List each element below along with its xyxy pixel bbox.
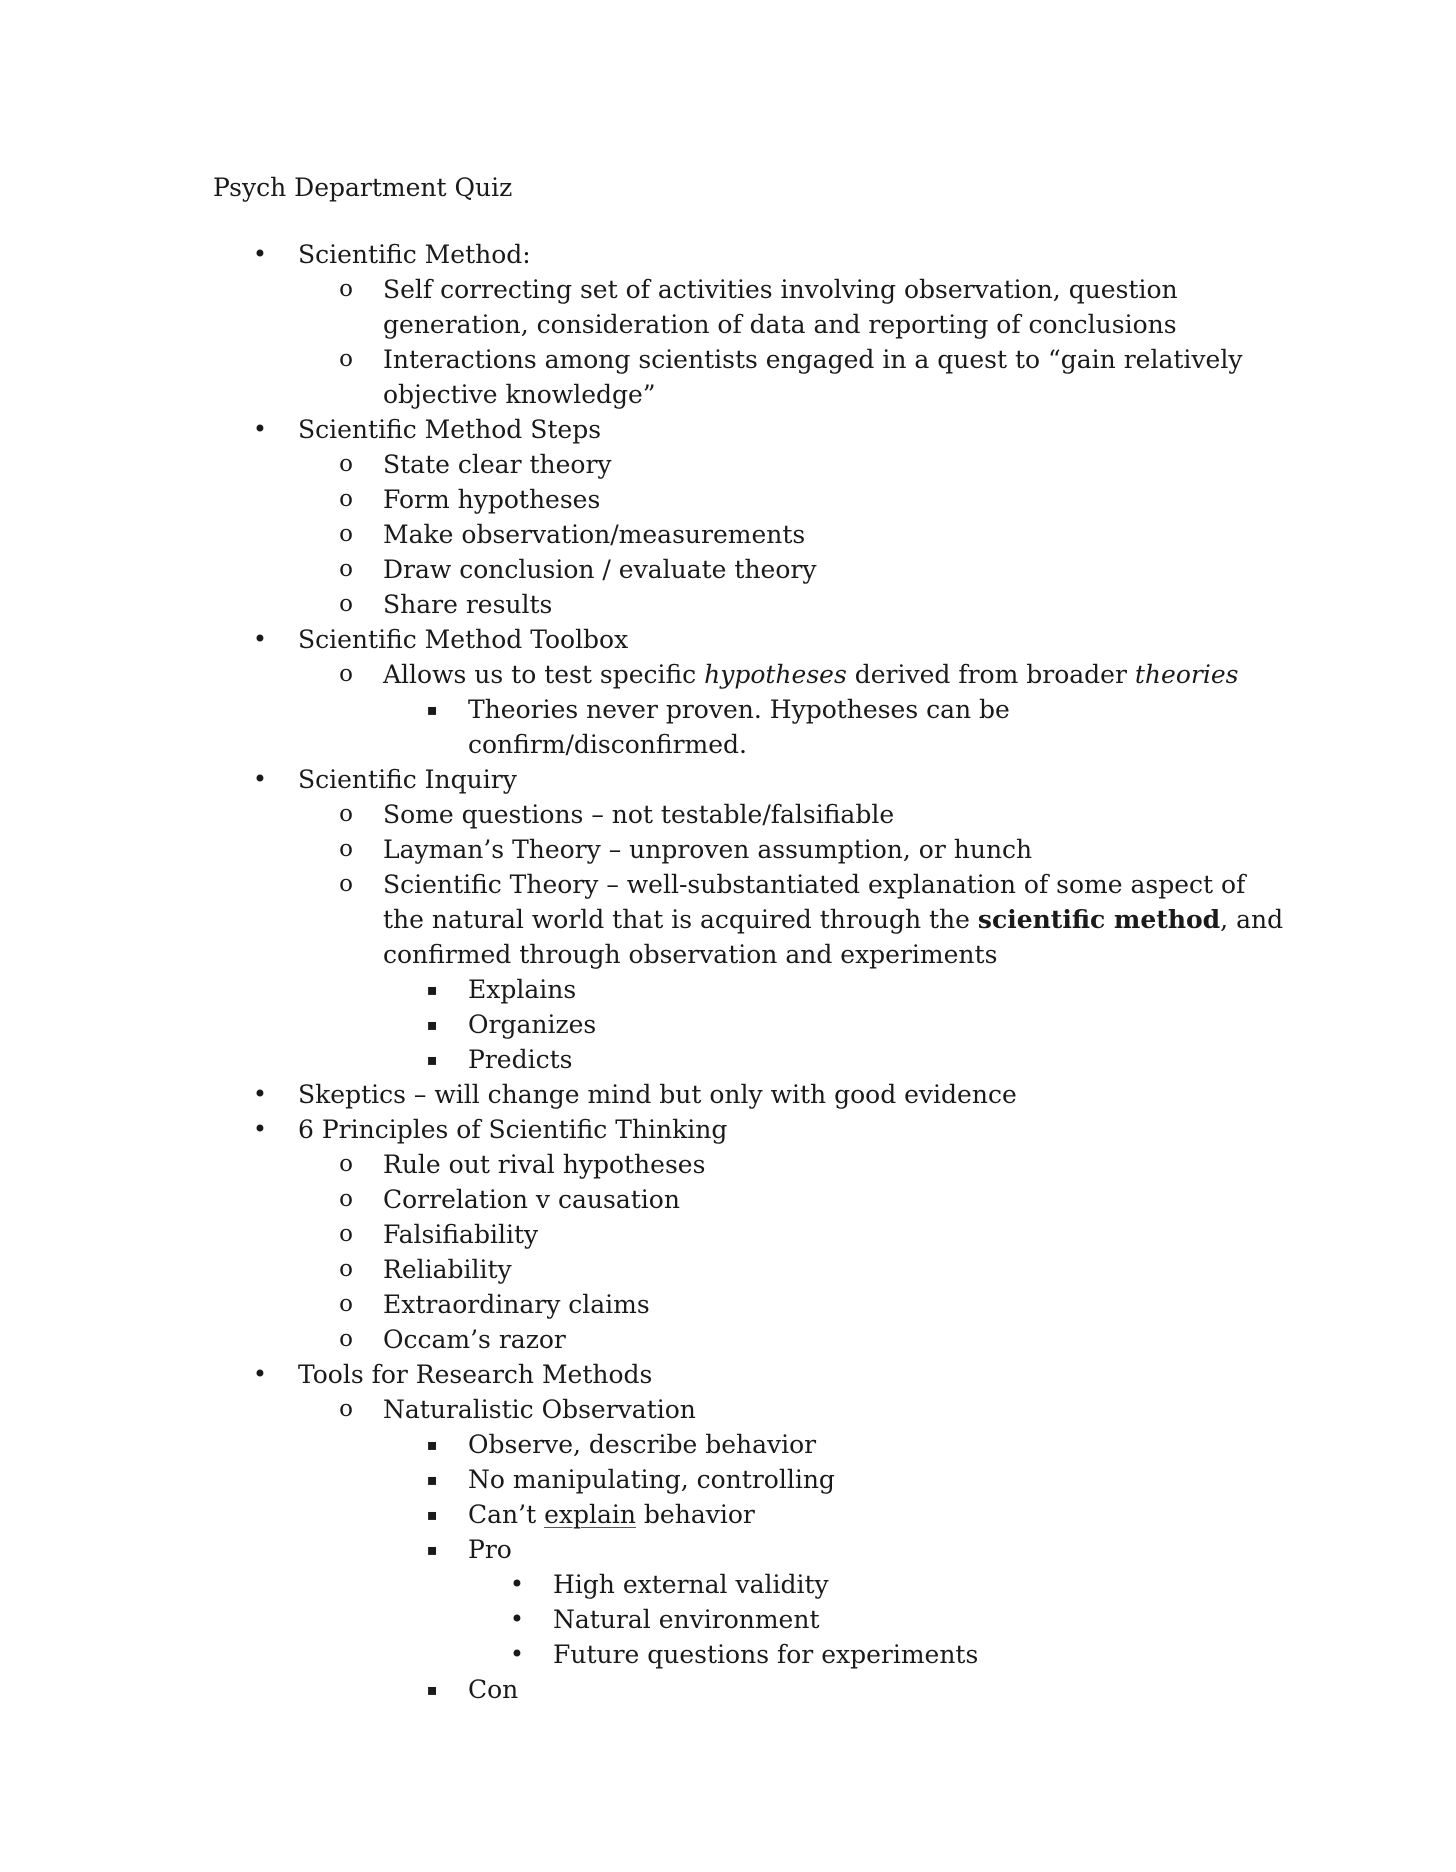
- list-item: [0, 1427, 1456, 1462]
- bullet-marker: [248, 1112, 272, 1147]
- bullet-marker: [248, 622, 272, 657]
- list-item: [0, 517, 1456, 552]
- italic-term: hypotheses: [704, 660, 847, 689]
- list-item-text: Layman’s Theory – unproven assumption, or hunch: [383, 835, 1033, 864]
- bold-term: scientific method: [977, 905, 1221, 934]
- list-item-text: Natural environment: [553, 1605, 820, 1634]
- text-run: Can’t: [468, 1500, 545, 1529]
- list-item: [0, 1322, 1456, 1357]
- list-item-text: Scientific Theory – well-substantiated explanation of some aspect of: [383, 870, 1246, 899]
- square-marker: [420, 1462, 444, 1497]
- text-run: , and: [1220, 905, 1284, 934]
- list-item-text: Tools for Research Methods: [298, 1360, 653, 1389]
- list-item-text: Reliability: [383, 1255, 512, 1284]
- bullet-marker: [248, 237, 272, 272]
- circle-marker: [334, 1182, 358, 1217]
- list-item-text: Future questions for experiments: [553, 1640, 979, 1669]
- list-item: [0, 1147, 1456, 1182]
- list-item-text: Scientific Inquiry: [298, 765, 517, 794]
- list-item-text: confirmed through observation and experiments: [383, 940, 998, 969]
- text-run: behavior: [635, 1500, 755, 1529]
- bullet-marker: [248, 412, 272, 447]
- list-item-text: generation, consideration of data and reporting of conclusions: [383, 310, 1177, 339]
- circle-marker: [334, 1322, 358, 1357]
- square-marker: [420, 1497, 444, 1532]
- list-item: [0, 1287, 1456, 1322]
- square-marker: [420, 1672, 444, 1707]
- circle-marker: [334, 1217, 358, 1252]
- list-item-text: [383, 902, 1456, 937]
- list-item-text: Predicts: [468, 1045, 573, 1074]
- list-item: [0, 1042, 1456, 1077]
- list-item-text: Share results: [383, 590, 553, 619]
- list-item-text: [468, 1497, 1456, 1532]
- list-item-text: Make observation/measurements: [383, 520, 806, 549]
- list-item: [0, 1217, 1456, 1252]
- list-item-text: Draw conclusion / evaluate theory: [383, 555, 817, 584]
- list-item: [0, 342, 1456, 377]
- list-item-text: Occam’s razor: [383, 1325, 566, 1354]
- list-item-text: Pro: [468, 1535, 512, 1564]
- circle-marker: [334, 482, 358, 517]
- bullet-marker: [248, 762, 272, 797]
- list-item: [0, 552, 1456, 587]
- square-marker: [420, 1042, 444, 1077]
- list-item: [0, 1567, 1456, 1602]
- list-item: [0, 1182, 1456, 1217]
- list-item-text: Form hypotheses: [383, 485, 601, 514]
- list-item-text: Explains: [468, 975, 577, 1004]
- list-item-text: Extraordinary claims: [383, 1290, 650, 1319]
- list-item-text: Scientific Method Toolbox: [298, 625, 629, 654]
- circle-marker: [334, 1252, 358, 1287]
- bullet-marker: [248, 1077, 272, 1112]
- list-item-text: No manipulating, controlling: [468, 1465, 835, 1494]
- list-item: [0, 1077, 1456, 1112]
- square-marker: [420, 972, 444, 1007]
- circle-marker: [334, 797, 358, 832]
- list-item-text: Interactions among scientists engaged in a quest to “gain relatively: [383, 345, 1243, 374]
- list-item-text: Theories never proven. Hypotheses can be: [468, 695, 1010, 724]
- list-item: [0, 412, 1456, 447]
- list-item-continuation: [0, 902, 1456, 937]
- list-item: [0, 622, 1456, 657]
- list-item-text: Organizes: [468, 1010, 597, 1039]
- bullet-marker: [505, 1567, 529, 1602]
- list-item: [0, 1672, 1456, 1707]
- list-item: [0, 237, 1456, 272]
- list-item-text: Naturalistic Observation: [383, 1395, 696, 1424]
- list-item: [0, 657, 1456, 692]
- list-item: [0, 762, 1456, 797]
- circle-marker: [334, 1392, 358, 1427]
- list-item-text: confirm/disconfirmed.: [468, 730, 747, 759]
- list-item: [0, 867, 1456, 902]
- list-item: [0, 1602, 1456, 1637]
- circle-marker: [334, 587, 358, 622]
- italic-term: theories: [1134, 660, 1239, 689]
- list-item: [0, 1462, 1456, 1497]
- circle-marker: [334, 1147, 358, 1182]
- square-marker: [420, 1532, 444, 1567]
- list-item-text: Scientific Method Steps: [298, 415, 602, 444]
- list-item: [0, 797, 1456, 832]
- list-item-continuation: [0, 727, 1456, 762]
- list-item: [0, 1357, 1456, 1392]
- circle-marker: [334, 657, 358, 692]
- list-item-text: High external validity: [553, 1570, 829, 1599]
- list-item: [0, 482, 1456, 517]
- list-item: [0, 1497, 1456, 1532]
- list-item: [0, 1112, 1456, 1147]
- circle-marker: [334, 517, 358, 552]
- list-item-continuation: [0, 937, 1456, 972]
- text-run: the natural world that is acquired through the: [383, 905, 978, 934]
- text-run: Allows us to test specific: [383, 660, 705, 689]
- circle-marker: [334, 342, 358, 377]
- list-item-text: Correlation v causation: [383, 1185, 680, 1214]
- list-item-continuation: [0, 377, 1456, 412]
- list-item-text: Scientific Method:: [298, 240, 531, 269]
- list-item-text: Rule out rival hypotheses: [383, 1150, 706, 1179]
- list-item: [0, 272, 1456, 307]
- bullet-marker: [248, 1357, 272, 1392]
- list-item: [0, 1637, 1456, 1672]
- square-marker: [420, 1427, 444, 1462]
- list-item-text: Observe, describe behavior: [468, 1430, 817, 1459]
- list-item: [0, 1252, 1456, 1287]
- circle-marker: [334, 1287, 358, 1322]
- bullet-marker: [505, 1602, 529, 1637]
- list-item-text: Skeptics – will change mind but only with good evidence: [298, 1080, 1017, 1109]
- list-item: [0, 1392, 1456, 1427]
- document-body: [0, 237, 1456, 1707]
- list-item-text: 6 Principles of Scientific Thinking: [298, 1115, 728, 1144]
- list-item: [0, 587, 1456, 622]
- list-item-text: Self correcting set of activities involving observation, question: [383, 275, 1178, 304]
- circle-marker: [334, 552, 358, 587]
- list-item-text: [383, 657, 1456, 692]
- list-item: [0, 972, 1456, 1007]
- square-marker: [420, 1007, 444, 1042]
- list-item-text: Some questions – not testable/falsifiable: [383, 800, 895, 829]
- text-run: derived from broader: [846, 660, 1135, 689]
- underlined-word: explain: [544, 1500, 636, 1529]
- circle-marker: [334, 867, 358, 902]
- list-item-continuation: [0, 307, 1456, 342]
- list-item-text: Con: [468, 1675, 519, 1704]
- list-item-text: Falsifiability: [383, 1220, 539, 1249]
- list-item: [0, 1532, 1456, 1567]
- circle-marker: [334, 272, 358, 307]
- list-item-text: objective knowledge”: [383, 380, 656, 409]
- square-marker: [420, 692, 444, 727]
- circle-marker: [334, 447, 358, 482]
- circle-marker: [334, 832, 358, 867]
- bullet-marker: [505, 1637, 529, 1672]
- list-item: [0, 1007, 1456, 1042]
- list-item: [0, 832, 1456, 867]
- list-item: [0, 447, 1456, 482]
- document-title: Psych Department Quiz: [213, 173, 513, 202]
- list-item: [0, 692, 1456, 727]
- list-item-text: State clear theory: [383, 450, 612, 479]
